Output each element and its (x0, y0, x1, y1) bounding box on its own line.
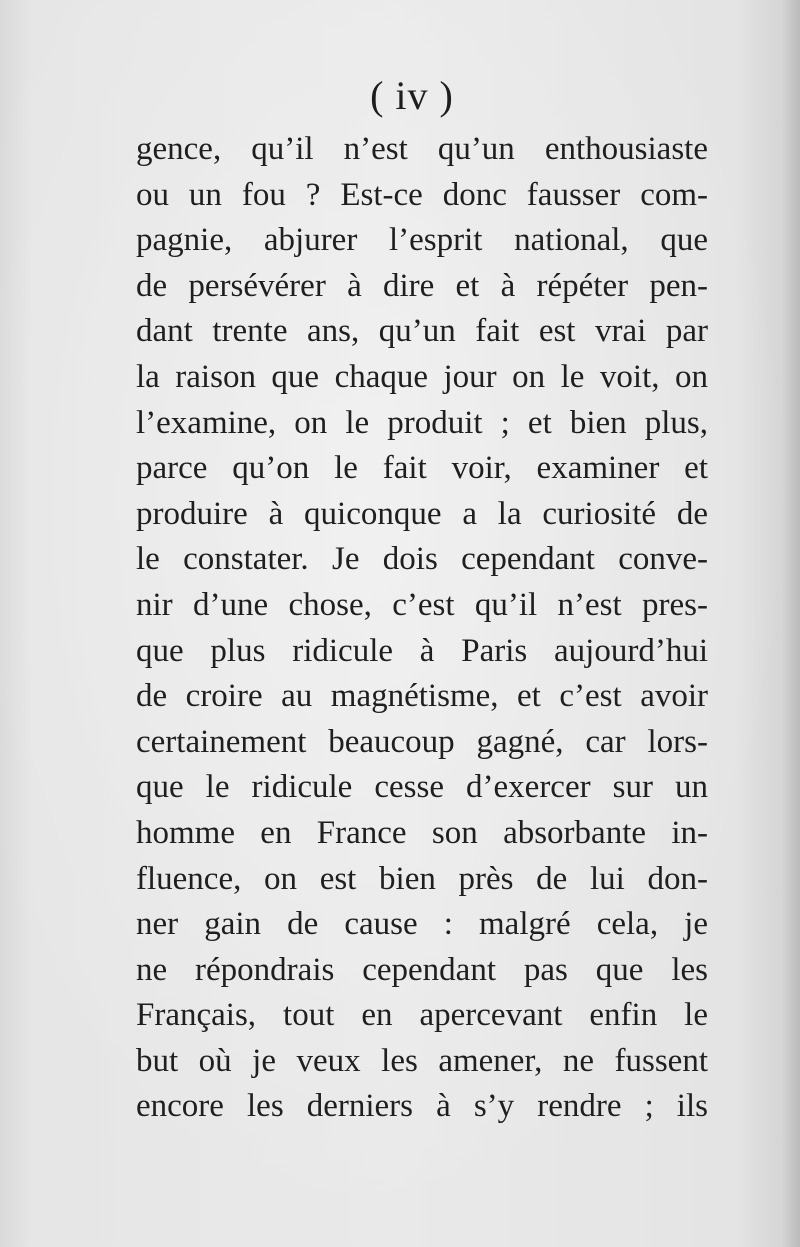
page-number: ( iv ) (370, 73, 454, 118)
text-line: dant trente ans, qu’un fait est vrai par (136, 313, 708, 350)
text-line: ner gain de cause : malgré cela, je (136, 906, 708, 943)
text-line: gence, qu’il n’est qu’un enthousiaste (136, 131, 708, 167)
text-line: certainement beaucoup gagné, car lors- (136, 723, 708, 760)
body-text (136, 127, 708, 1130)
text-line: but où je veux les amener, ne fussent (136, 1042, 708, 1079)
text-line: ou un fou ? Est-ce donc fausser com- (136, 176, 708, 213)
text-line: pagnie, abjurer l’esprit national, que (136, 222, 708, 259)
text-line: de croire au magnétisme, et c’est avoir (136, 678, 708, 715)
text-line: homme en France son absorbante in- (136, 814, 708, 851)
text-line: le constater. Je dois cependant conve- (136, 541, 708, 578)
text-line: Français, tout en apercevant enfin le (136, 997, 708, 1034)
text-line: parce qu’on le fait voir, examiner et (136, 450, 708, 487)
text-line: la raison que chaque jour on le voit, on (136, 358, 708, 395)
text-line: de persévérer à dire et à répéter pen- (136, 267, 708, 304)
text-line: encore les derniers à s’y rendre ; ils (136, 1088, 708, 1125)
text-line: ne répondrais cependant pas que les (136, 951, 708, 988)
text-line: produire à quiconque a la curiosité de (136, 495, 708, 532)
text-line: fluence, on est bien près de lui don- (136, 860, 708, 897)
text-line: l’examine, on le produit ; et bien plus, (136, 404, 708, 441)
text-line: nir d’une chose, c’est qu’il n’est pres- (136, 586, 708, 623)
text-line: que plus ridicule à Paris aujourd’hui (136, 632, 708, 669)
text-line: que le ridicule cesse d’exercer sur un (136, 769, 708, 806)
